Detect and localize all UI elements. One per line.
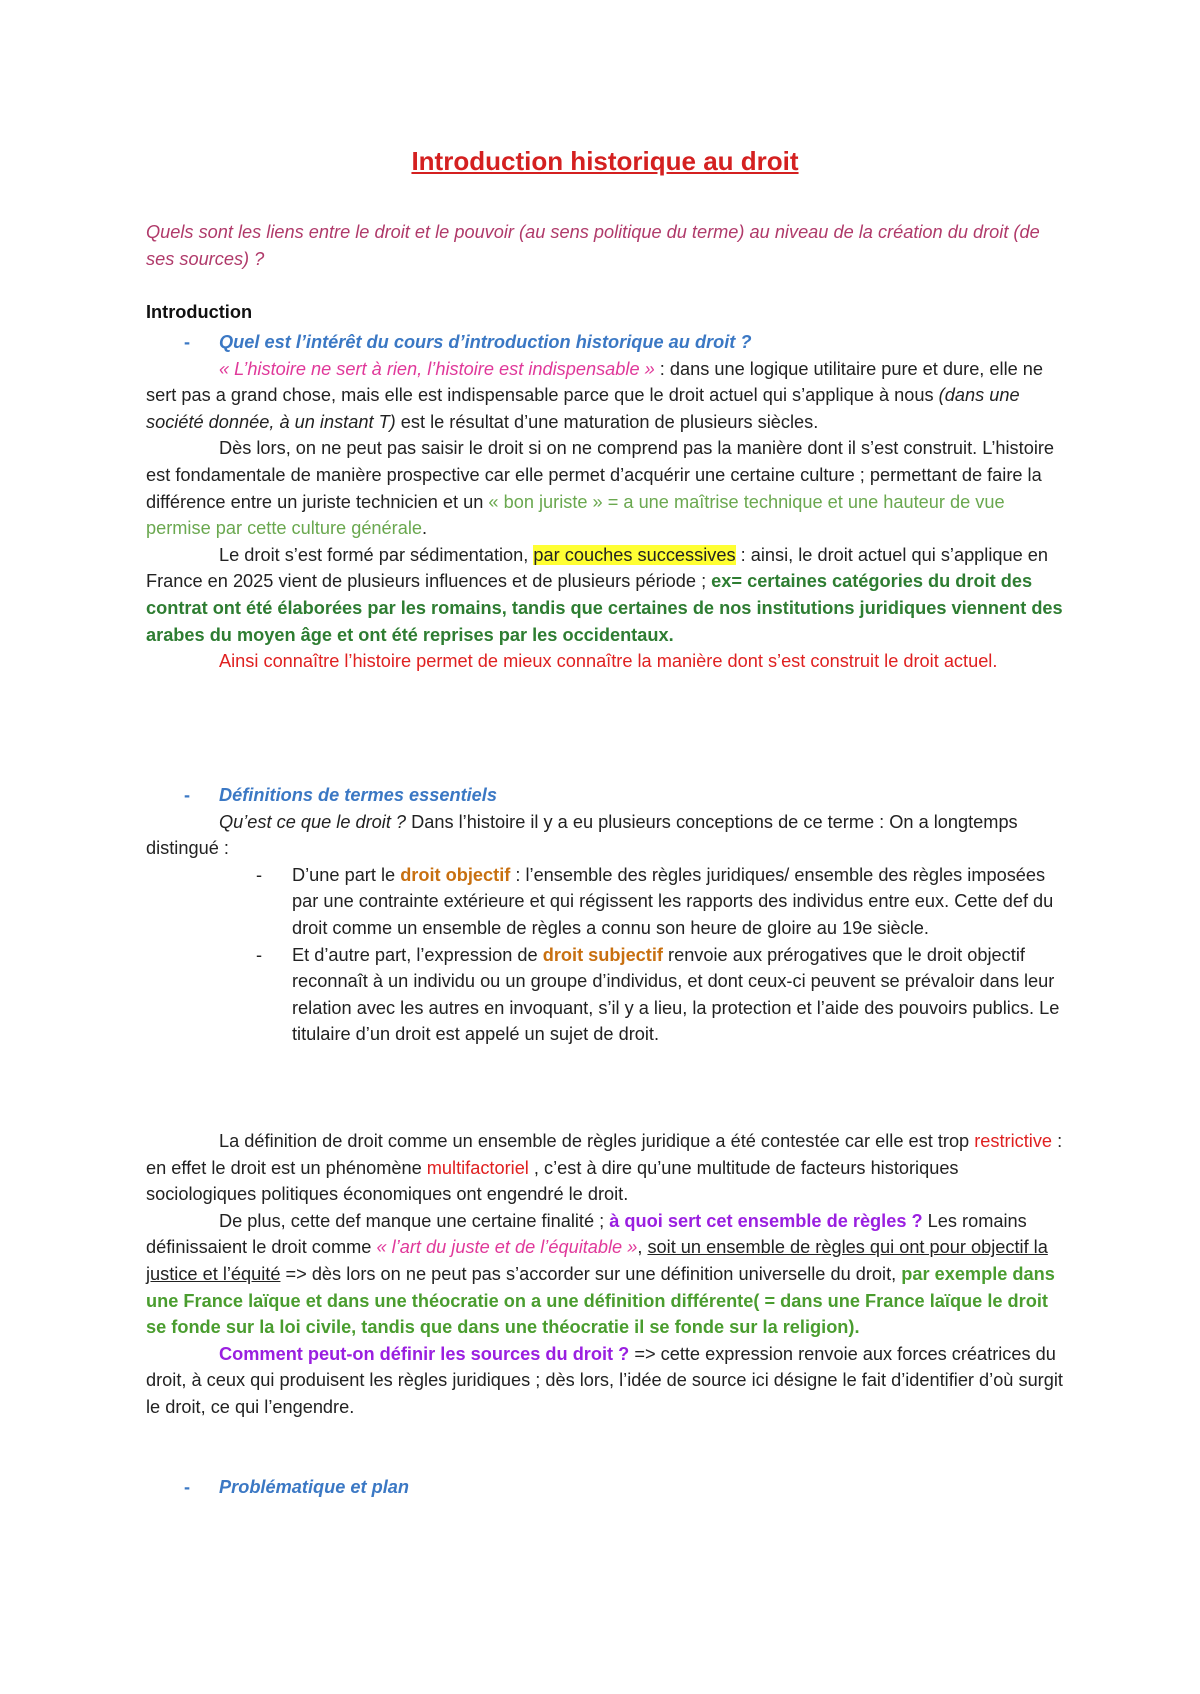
- paragraph: [146, 435, 1064, 541]
- paragraph-text: Dès lors, on ne peut pas saisir le droit si on ne comprend pas la manière dont il s’est construit. L’histoire est fondamentale de manière prospective car elle permet d’acquérir une certaine culture ; permettant de faire la différence entre un juriste technicien et un: [146, 438, 1055, 512]
- term-text: droit objectif: [400, 864, 511, 885]
- quote-text: « L’histoire ne sert à rien, l’histoire est indispensable »: [219, 358, 655, 379]
- bullet-heading-text: Problématique et plan: [219, 1477, 409, 1497]
- section-heading-introduction: Introduction: [146, 302, 253, 322]
- paragraph-text: => dès lors on ne peut pas s’accorder sur une définition universelle du droit,: [280, 1263, 902, 1284]
- guiding-question: Quels sont les liens entre le droit et le pouvoir (au sens politique du terme) au niveau de la création du droit (de ses sources) ?: [146, 222, 1040, 269]
- paragraph-text: : ainsi, le droit actuel qui s’applique en France en 2025 vient de plusieurs influences et de plusieurs période ;: [146, 544, 1049, 592]
- list-item-text: Et d’autre part, l’expression de: [292, 944, 543, 965]
- paragraph: [146, 1341, 1064, 1421]
- paragraph-text: , c’est à dire qu’une multitude de facteurs historiques sociologiques politiques économiques ont engendré le droit.: [146, 1157, 959, 1205]
- list-item-droit-objectif: [146, 862, 1064, 942]
- section-definitions-continued: [146, 1128, 1064, 1421]
- italic-text: Qu’est ce que le droit ?: [219, 811, 407, 832]
- bullet-heading-problematique: [146, 1474, 1064, 1501]
- paragraph-text: Dans l’histoire il y a eu plusieurs conceptions de ce terme : On a longtemps distingué :: [146, 811, 1018, 859]
- purple-question: Comment peut-on définir les sources du droit ?: [219, 1343, 630, 1364]
- paragraph-text: De plus, cette def manque une certaine finalité ;: [219, 1210, 610, 1231]
- paragraph-text: : en effet le droit est un phénomène: [146, 1131, 1063, 1178]
- term-text: droit subjectif: [542, 944, 663, 965]
- bullet-heading-definitions: [146, 782, 1064, 809]
- paragraph: [146, 1208, 1064, 1341]
- highlighted-text: par couches successives: [533, 544, 736, 565]
- paragraph: Ainsi connaître l’histoire permet de mieux connaître la manière dont s’est construit le droit actuel.: [219, 651, 998, 672]
- red-text: multifactoriel: [426, 1157, 529, 1178]
- paragraph: [146, 1128, 1064, 1208]
- bullet-dash: -: [184, 1477, 191, 1497]
- paragraph: [146, 542, 1064, 648]
- paragraph-text: est le résultat d’une maturation de plusieurs siècles.: [395, 411, 819, 432]
- italic-text: (dans une société donnée, à un instant T): [146, 385, 1020, 432]
- paragraph-text: => cette expression renvoie aux forces créatrices du droit, à ceux qui produisent les règles juridiques ; dès lors, l’idée de source ici désigne le fait d’identifier d’où surgit le droit, ce qui l’engendre.: [146, 1343, 1063, 1417]
- example-text: ex= certaines catégories du droit des contrat ont été élaborées par les romains, tandis que certaines de nos institutions juridiques viennent des arabes du moyen âge et ont été reprises par les occidentaux.: [146, 571, 1063, 645]
- paragraph-text: Le droit s’est formé par sédimentation,: [219, 544, 534, 565]
- list-item-text: : l’ensemble des règles juridiques/ ensemble des règles imposées par une contrainte extérieure et qui régissent les rapports des individus entre eux. Cette def du droit comme un ensemble de règles a connu son heure de gloire au 19e siècle.: [292, 864, 1054, 938]
- bullet-dash: -: [184, 785, 191, 805]
- paragraph-text: La définition de droit comme un ensemble de règles juridique a été contestée car elle est trop: [219, 1131, 975, 1151]
- red-text: restrictive: [974, 1131, 1053, 1151]
- list-dash: -: [256, 864, 263, 885]
- paragraph-text: .: [422, 518, 428, 539]
- paragraph-text: : dans une logique utilitaire pure et dure, elle ne sert pas a grand chose, mais elle est indispensable parce que le droit actuel qui s’applique à nous: [146, 358, 1044, 406]
- list-item-text: D’une part le: [292, 864, 401, 885]
- bullet-heading-text: Définitions de termes essentiels: [219, 785, 497, 805]
- purple-question: à quoi sert cet ensemble de règles ?: [609, 1210, 923, 1231]
- bullet-dash: -: [184, 332, 191, 352]
- paragraph: [146, 809, 1064, 862]
- paragraph-text: ,: [637, 1237, 648, 1258]
- section-definitions: [146, 782, 1064, 1048]
- section-interet-du-cours: [146, 329, 1064, 675]
- list-item-droit-subjectif: [146, 942, 1064, 1048]
- bullet-heading-text: Quel est l’intérêt du cours d’introduction historique au droit ?: [219, 332, 752, 352]
- underlined-text: soit un ensemble de règles qui ont pour objectif la justice et l’équité: [146, 1237, 1048, 1284]
- green-text: « bon juriste » = a une maîtrise technique et une hauteur de vue permise par cette culture générale: [146, 491, 1005, 539]
- example-text: par exemple dans une France laïque et dans une théocratie on a une définition différente( = dans une France laïque le droit se fonde sur la loi civile, tandis que dans une théocratie il se fonde sur la religion).: [146, 1263, 1055, 1338]
- paragraph: [146, 356, 1064, 436]
- document-title: Introduction historique au droit: [411, 146, 799, 176]
- list-dash: -: [256, 944, 263, 965]
- quote-text: « l’art du juste et de l’équitable »: [376, 1237, 638, 1258]
- paragraph-text: Les romains définissaient le droit comme: [146, 1210, 1027, 1258]
- bullet-heading-interet: [146, 329, 1064, 356]
- list-item-text: renvoie aux prérogatives que le droit objectif reconnaît à un individu ou un groupe d’individus, et dont ceux-ci peuvent se prévaloir dans leur relation avec les autres en invoquant, s’il y a lieu, la protection et l’aide des pouvoirs publics. Le titulaire d’un droit est appelé un sujet de droit.: [292, 944, 1060, 1045]
- section-problematique: [146, 1474, 1064, 1501]
